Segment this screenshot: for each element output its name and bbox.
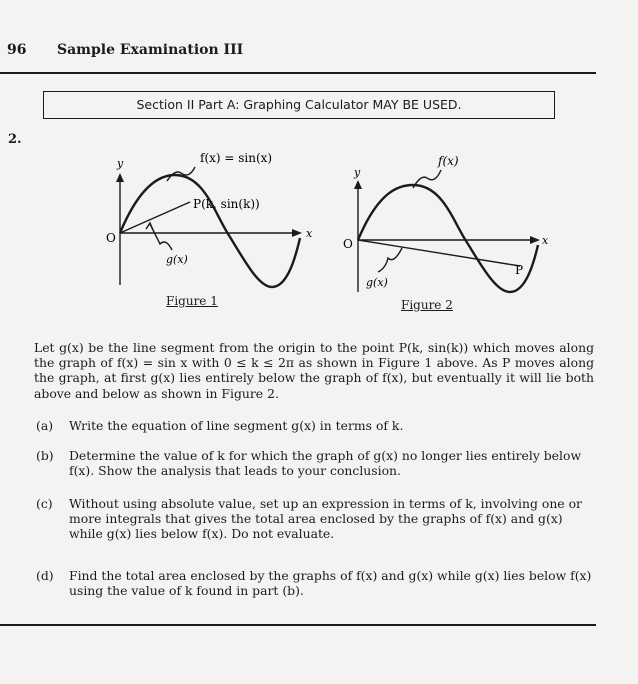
part-b-text: Determine the value of k for which the graph of g(x) no longer lies entirely below f(x). Show the analysis that leads to your conclusion. [69, 448, 582, 479]
fig2-origin-label: O [343, 237, 353, 251]
figure-1-caption: Figure 1 [166, 294, 218, 308]
header-rule [0, 72, 596, 74]
figure-1-graph [100, 145, 330, 295]
part-d-text: Find the total area enclosed by the graphs of f(x) and g(x) while g(x) lies below f(x) using the value of k found in part (b). [69, 568, 592, 599]
fig2-point-label: P [515, 263, 524, 277]
part-a-text: Write the equation of line segment g(x) in terms of k. [69, 418, 404, 433]
page-number: 96 [7, 42, 27, 58]
footer-rule [0, 624, 596, 626]
page-title: Sample Examination III [57, 42, 244, 58]
question-number: 2. [8, 132, 22, 147]
part-c [36, 496, 596, 542]
figure-2-graph [338, 152, 568, 302]
fig2-x-arrow [530, 236, 540, 244]
fig2-y-arrow [354, 180, 362, 189]
part-c-text: Without using absolute value, set up an expression in terms of k, involving one or more integrals that gives the total area enclosed by the graphs of f(x) and g(x) while g(x) lies below f(x). Do not evaluate. [69, 496, 582, 542]
fig1-g-arrow-head [146, 223, 153, 230]
part-d-label: (d) [36, 568, 54, 583]
fig2-segment-g [358, 240, 520, 266]
fig1-g-label-leader [150, 224, 172, 250]
fig1-x-arrow [292, 229, 302, 237]
fig2-g-label-leader [378, 248, 402, 272]
fig1-y-arrow [116, 173, 124, 182]
section-banner: Section II Part A: Graphing Calculator MAY BE USED. [43, 91, 555, 119]
part-a [36, 418, 596, 433]
fig1-x-axis-label: x [306, 227, 313, 240]
fig1-sine-curve [120, 175, 300, 287]
part-a-label: (a) [36, 418, 54, 433]
fig1-y-axis-label: y [117, 157, 124, 170]
part-b [36, 448, 596, 478]
fig2-x-axis-label: x [542, 234, 549, 247]
part-c-label: (c) [36, 496, 53, 511]
fig1-origin-label: O [106, 231, 116, 245]
fig2-y-axis-label: y [354, 166, 361, 179]
fig1-f-label: f(x) = sin(x) [200, 151, 273, 165]
part-d [36, 568, 596, 598]
part-b-label: (b) [36, 448, 54, 463]
problem-intro: Let g(x) be the line segment from the origin to the point P(k, sin(k)) which moves along the graph of f(x) = sin x with 0 ≤ k ≤ 2π as shown in Figure 1 above. As P moves along the graph, at first g(x) lies entirely below the graph of f(x), but eventually it will lie both above and below as shown in Figure 2. [34, 340, 594, 401]
fig2-f-label: f(x) [438, 154, 459, 168]
fig2-g-label: g(x) [366, 276, 388, 289]
fig1-point-label: P(k, sin(k)) [193, 197, 260, 211]
fig1-g-label: g(x) [166, 253, 188, 266]
figure-2-caption: Figure 2 [401, 298, 453, 312]
fig1-segment-g [120, 202, 190, 233]
